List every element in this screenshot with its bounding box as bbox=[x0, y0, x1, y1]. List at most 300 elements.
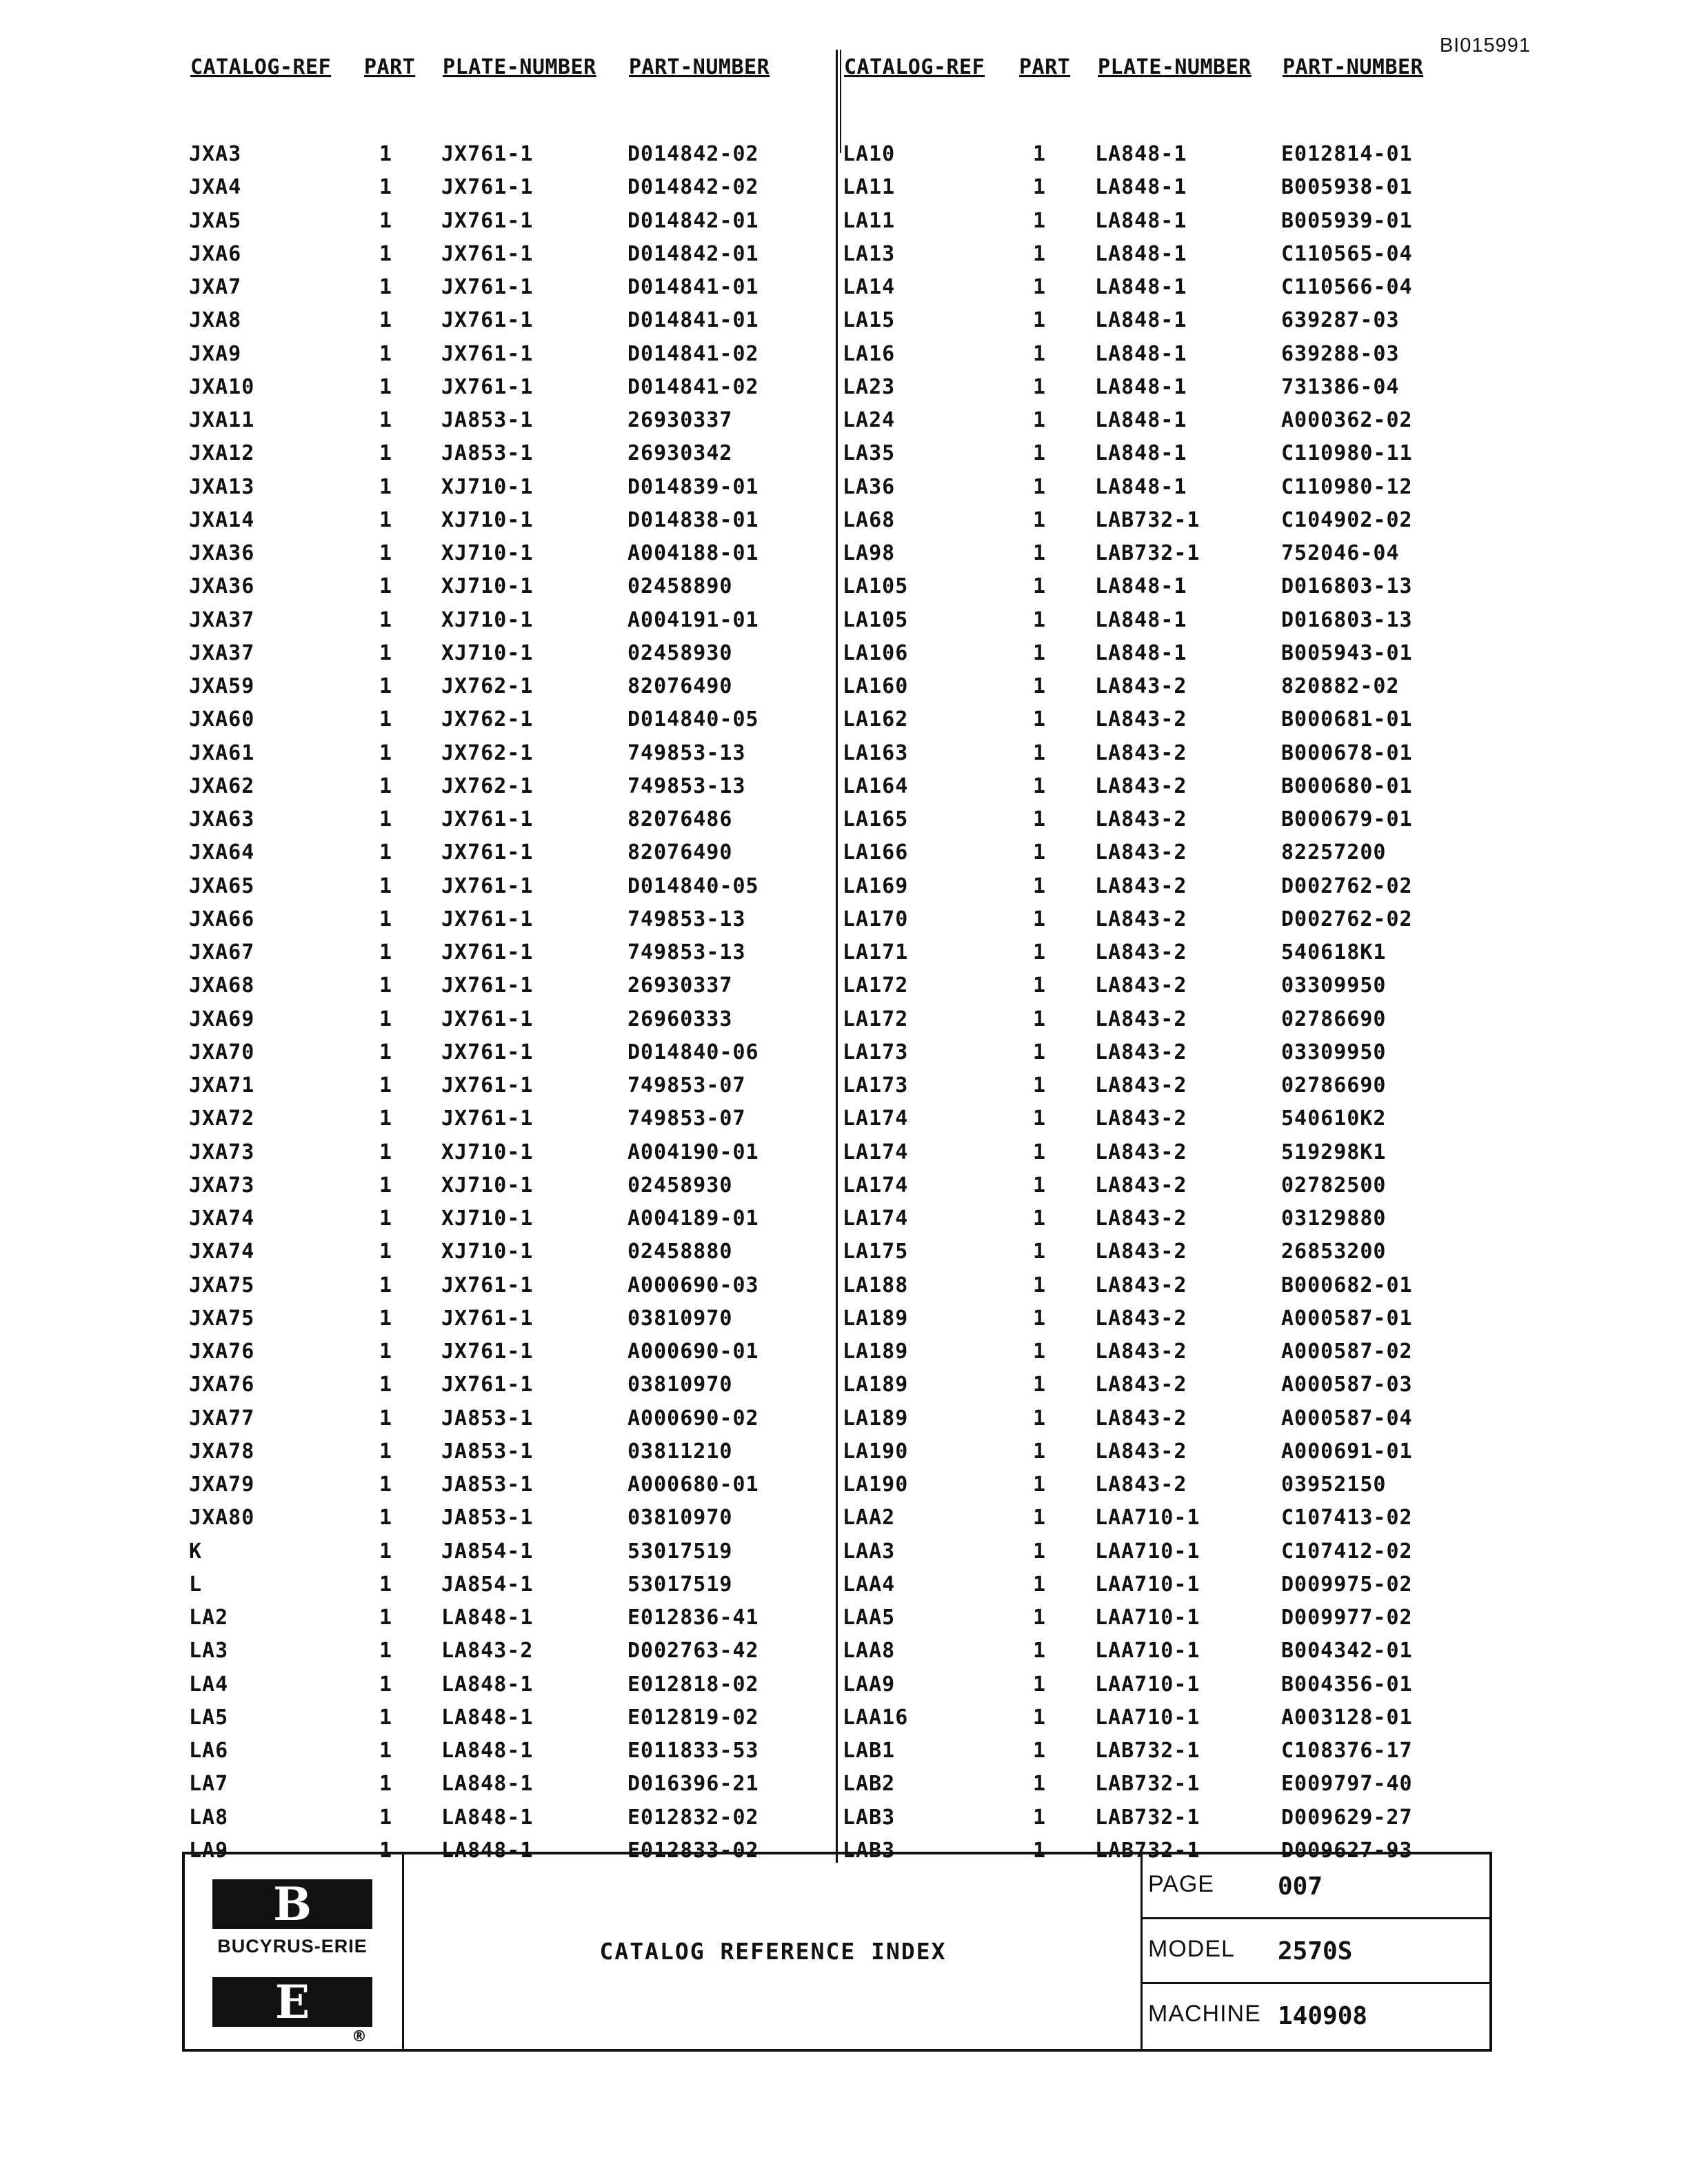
catalog-ref-cell: JXA67 bbox=[189, 940, 255, 964]
part-number-cell: D014840-05 bbox=[627, 707, 759, 732]
catalog-ref-cell: LAB3 bbox=[843, 1805, 896, 1830]
part-qty-cell: 1 bbox=[1033, 873, 1047, 898]
plate-number-cell: LA848-1 bbox=[1095, 142, 1187, 166]
part-qty-cell: 1 bbox=[379, 973, 393, 998]
catalog-ref-cell: LA190 bbox=[843, 1439, 909, 1464]
part-qty-cell: 1 bbox=[379, 208, 393, 233]
plate-number-cell: LA843-2 bbox=[1095, 973, 1187, 998]
catalog-ref-cell: JXA80 bbox=[189, 1506, 255, 1530]
plate-number-cell: LAB732-1 bbox=[1095, 1772, 1200, 1797]
column-divider-double bbox=[840, 50, 841, 153]
plate-number-cell: XJ710-1 bbox=[441, 541, 534, 565]
part-number-cell: 26960333 bbox=[627, 1007, 733, 1031]
plate-number-cell: LA843-2 bbox=[1095, 740, 1187, 765]
part-qty-cell: 1 bbox=[1033, 1373, 1047, 1397]
part-number-cell: D009977-02 bbox=[1281, 1606, 1413, 1630]
plate-number-cell: XJ710-1 bbox=[441, 607, 534, 632]
plate-number-cell: LA843-2 bbox=[1095, 1173, 1187, 1197]
plate-number-cell: LA848-1 bbox=[441, 1838, 534, 1863]
catalog-ref-cell: LA165 bbox=[843, 807, 909, 831]
plate-number-cell: JA853-1 bbox=[441, 1406, 534, 1430]
plate-number-cell: JX761-1 bbox=[441, 1373, 534, 1397]
plate-number-cell: LA843-2 bbox=[1095, 1306, 1187, 1331]
part-qty-cell: 1 bbox=[1033, 674, 1047, 698]
part-qty-cell: 1 bbox=[379, 840, 393, 865]
catalog-ref-cell: JXA11 bbox=[189, 408, 255, 432]
part-qty-cell: 1 bbox=[1033, 973, 1047, 998]
plate-number-cell: JX761-1 bbox=[441, 1339, 534, 1364]
part-number-cell: 02458890 bbox=[627, 574, 733, 599]
plate-number-cell: LAB732-1 bbox=[1095, 541, 1200, 565]
plate-number-cell: JA853-1 bbox=[441, 441, 534, 466]
catalog-ref-cell: LA105 bbox=[843, 607, 909, 632]
part-qty-cell: 1 bbox=[379, 807, 393, 831]
catalog-ref-cell: JXA63 bbox=[189, 807, 255, 831]
catalog-ref-cell: LA189 bbox=[843, 1306, 909, 1331]
catalog-ref-cell: JXA65 bbox=[189, 873, 255, 898]
part-qty-cell: 1 bbox=[1033, 774, 1047, 798]
catalog-ref-cell: JXA13 bbox=[189, 474, 255, 499]
part-qty-cell: 1 bbox=[1033, 1739, 1047, 1763]
part-number-cell: 26930337 bbox=[627, 408, 733, 432]
plate-number-cell: LA843-2 bbox=[1095, 1373, 1187, 1397]
catalog-ref-cell: LA4 bbox=[189, 1672, 229, 1697]
part-number-cell: D002762-02 bbox=[1281, 873, 1413, 898]
catalog-ref-cell: JXA75 bbox=[189, 1306, 255, 1331]
part-number-cell: A000587-04 bbox=[1281, 1406, 1413, 1430]
catalog-ref-cell: LA188 bbox=[843, 1273, 909, 1297]
part-number-cell: 02786690 bbox=[1281, 1007, 1387, 1031]
plate-number-cell: JA853-1 bbox=[441, 1439, 534, 1464]
part-qty-cell: 1 bbox=[1033, 1106, 1047, 1131]
part-qty-cell: 1 bbox=[1033, 940, 1047, 964]
part-qty-cell: 1 bbox=[379, 1140, 393, 1164]
part-number-cell: B004342-01 bbox=[1281, 1639, 1413, 1664]
catalog-ref-cell: JXA37 bbox=[189, 607, 255, 632]
machine-value: 140908 bbox=[1278, 2002, 1368, 2030]
plate-number-cell: LA843-2 bbox=[1095, 1106, 1187, 1131]
document-title: CATALOG REFERENCE INDEX bbox=[599, 1938, 947, 1965]
part-qty-cell: 1 bbox=[1033, 1705, 1047, 1730]
catalog-ref-cell: LA171 bbox=[843, 940, 909, 964]
plate-number-cell: LA843-2 bbox=[1095, 1439, 1187, 1464]
part-qty-cell: 1 bbox=[1033, 341, 1047, 366]
part-qty-cell: 1 bbox=[379, 907, 393, 931]
info-cell bbox=[1141, 1854, 1489, 2049]
part-number-cell: 53017519 bbox=[627, 1572, 733, 1597]
plate-number-cell: LA848-1 bbox=[441, 1772, 534, 1797]
plate-number-cell: LAA710-1 bbox=[1095, 1672, 1200, 1697]
plate-number-cell: LAA710-1 bbox=[1095, 1572, 1200, 1597]
part-number-cell: 02458930 bbox=[627, 1173, 733, 1197]
header-plate-number-left: PLATE-NUMBER bbox=[443, 55, 596, 79]
part-number-cell: A004190-01 bbox=[627, 1140, 759, 1164]
part-number-cell: B005939-01 bbox=[1281, 208, 1413, 233]
part-number-cell: B000680-01 bbox=[1281, 774, 1413, 798]
part-qty-cell: 1 bbox=[1033, 740, 1047, 765]
plate-number-cell: JX761-1 bbox=[441, 973, 534, 998]
catalog-ref-cell: LA35 bbox=[843, 441, 896, 466]
catalog-ref-cell: LA14 bbox=[843, 275, 896, 299]
catalog-ref-cell: JXA60 bbox=[189, 707, 255, 732]
part-qty-cell: 1 bbox=[379, 1040, 393, 1064]
part-number-cell: E012832-02 bbox=[627, 1805, 759, 1830]
catalog-ref-cell: JXA36 bbox=[189, 541, 255, 565]
catalog-ref-cell: JXA75 bbox=[189, 1273, 255, 1297]
part-number-cell: 03129880 bbox=[1281, 1206, 1387, 1231]
plate-number-cell: LA848-1 bbox=[1095, 208, 1187, 233]
part-qty-cell: 1 bbox=[1033, 408, 1047, 432]
plate-number-cell: JA854-1 bbox=[441, 1572, 534, 1597]
part-qty-cell: 1 bbox=[379, 1539, 393, 1564]
part-number-cell: B000681-01 bbox=[1281, 707, 1413, 732]
plate-number-cell: LA843-2 bbox=[1095, 707, 1187, 732]
plate-number-cell: JX761-1 bbox=[441, 1007, 534, 1031]
part-qty-cell: 1 bbox=[379, 275, 393, 299]
catalog-ref-cell: LA11 bbox=[843, 208, 896, 233]
plate-number-cell: XJ710-1 bbox=[441, 1173, 534, 1197]
part-qty-cell: 1 bbox=[1033, 441, 1047, 466]
part-number-cell: D014842-01 bbox=[627, 241, 759, 266]
plate-number-cell: LA843-2 bbox=[1095, 873, 1187, 898]
part-number-cell: D002763-42 bbox=[627, 1639, 759, 1664]
part-qty-cell: 1 bbox=[379, 507, 393, 532]
catalog-ref-cell: JXA76 bbox=[189, 1373, 255, 1397]
part-qty-cell: 1 bbox=[379, 873, 393, 898]
part-number-cell: B005938-01 bbox=[1281, 175, 1413, 200]
part-number-cell: A000690-01 bbox=[627, 1339, 759, 1364]
part-qty-cell: 1 bbox=[1033, 1406, 1047, 1430]
catalog-ref-cell: LA174 bbox=[843, 1173, 909, 1197]
catalog-ref-cell: LA164 bbox=[843, 774, 909, 798]
catalog-ref-cell: JXA71 bbox=[189, 1073, 255, 1098]
part-number-cell: D016803-13 bbox=[1281, 607, 1413, 632]
part-qty-cell: 1 bbox=[1033, 640, 1047, 665]
plate-number-cell: LA848-1 bbox=[1095, 408, 1187, 432]
catalog-ref-cell: LAA2 bbox=[843, 1506, 896, 1530]
catalog-ref-cell: LA106 bbox=[843, 640, 909, 665]
catalog-ref-cell: LA175 bbox=[843, 1240, 909, 1264]
catalog-ref-cell: LA160 bbox=[843, 674, 909, 698]
part-qty-cell: 1 bbox=[379, 541, 393, 565]
part-number-cell: 749853-13 bbox=[627, 740, 746, 765]
part-qty-cell: 1 bbox=[379, 374, 393, 399]
catalog-ref-cell: LA174 bbox=[843, 1140, 909, 1164]
header-part-number-left: PART-NUMBER bbox=[629, 55, 770, 79]
catalog-ref-cell: LA2 bbox=[189, 1606, 229, 1630]
part-qty-cell: 1 bbox=[379, 1073, 393, 1098]
model-label: MODEL bbox=[1148, 1936, 1235, 1962]
part-qty-cell: 1 bbox=[1033, 1672, 1047, 1697]
document-id: BI015991 bbox=[1439, 34, 1531, 57]
catalog-ref-cell: L bbox=[189, 1572, 203, 1597]
catalog-ref-cell: LAA16 bbox=[843, 1705, 909, 1730]
plate-number-cell: LA843-2 bbox=[1095, 674, 1187, 698]
part-number-cell: D016803-13 bbox=[1281, 574, 1413, 599]
catalog-ref-cell: JXA79 bbox=[189, 1473, 255, 1497]
catalog-ref-cell: JXA7 bbox=[189, 275, 242, 299]
part-qty-cell: 1 bbox=[379, 175, 393, 200]
part-number-cell: A004188-01 bbox=[627, 541, 759, 565]
part-number-cell: 82076486 bbox=[627, 807, 733, 831]
part-qty-cell: 1 bbox=[379, 1273, 393, 1297]
catalog-ref-cell: LA189 bbox=[843, 1373, 909, 1397]
header-plate-number-right: PLATE-NUMBER bbox=[1098, 55, 1252, 79]
part-qty-cell: 1 bbox=[379, 1739, 393, 1763]
part-number-cell: A000690-03 bbox=[627, 1273, 759, 1297]
column-divider bbox=[836, 50, 838, 1863]
part-number-cell: C107412-02 bbox=[1281, 1539, 1413, 1564]
catalog-ref-cell: JXA59 bbox=[189, 674, 255, 698]
catalog-ref-cell: LA170 bbox=[843, 907, 909, 931]
plate-number-cell: JX761-1 bbox=[441, 308, 534, 333]
part-number-cell: 731386-04 bbox=[1281, 374, 1400, 399]
part-qty-cell: 1 bbox=[379, 1406, 393, 1430]
catalog-ref-cell: LA189 bbox=[843, 1406, 909, 1430]
plate-number-cell: LAB732-1 bbox=[1095, 1838, 1200, 1863]
logo-letter-b: B bbox=[273, 1877, 312, 1931]
plate-number-cell: JX761-1 bbox=[441, 840, 534, 865]
part-number-cell: A000587-02 bbox=[1281, 1339, 1413, 1364]
plate-number-cell: LAA710-1 bbox=[1095, 1539, 1200, 1564]
part-qty-cell: 1 bbox=[379, 142, 393, 166]
plate-number-cell: LA843-2 bbox=[1095, 907, 1187, 931]
page-label: PAGE bbox=[1148, 1871, 1214, 1897]
part-number-cell: 749853-07 bbox=[627, 1106, 746, 1131]
plate-number-cell: LA843-2 bbox=[1095, 774, 1187, 798]
catalog-ref-cell: JXA68 bbox=[189, 973, 255, 998]
plate-number-cell: LA848-1 bbox=[441, 1805, 534, 1830]
part-qty-cell: 1 bbox=[1033, 1339, 1047, 1364]
catalog-ref-cell: LA10 bbox=[843, 142, 896, 166]
part-number-cell: 752046-04 bbox=[1281, 541, 1400, 565]
part-number-cell: A004189-01 bbox=[627, 1206, 759, 1231]
plate-number-cell: LA848-1 bbox=[1095, 574, 1187, 599]
plate-number-cell: JX762-1 bbox=[441, 707, 534, 732]
plate-number-cell: LA848-1 bbox=[441, 1672, 534, 1697]
catalog-ref-cell: JXA4 bbox=[189, 175, 242, 200]
model-value: 2570S bbox=[1278, 1937, 1353, 1965]
part-number-cell: E012814-01 bbox=[1281, 142, 1413, 166]
part-qty-cell: 1 bbox=[1033, 1439, 1047, 1464]
part-qty-cell: 1 bbox=[379, 1339, 393, 1364]
plate-number-cell: LA843-2 bbox=[1095, 1007, 1187, 1031]
part-number-cell: 540610K2 bbox=[1281, 1106, 1387, 1131]
part-number-cell: B000682-01 bbox=[1281, 1273, 1413, 1297]
catalog-ref-cell: LA163 bbox=[843, 740, 909, 765]
plate-number-cell: LA848-1 bbox=[1095, 441, 1187, 466]
part-qty-cell: 1 bbox=[1033, 1639, 1047, 1664]
part-number-cell: 749853-13 bbox=[627, 774, 746, 798]
plate-number-cell: JX761-1 bbox=[441, 1106, 534, 1131]
part-qty-cell: 1 bbox=[379, 1705, 393, 1730]
part-qty-cell: 1 bbox=[379, 1639, 393, 1664]
part-number-cell: 26930337 bbox=[627, 973, 733, 998]
part-number-cell: 02458930 bbox=[627, 640, 733, 665]
part-qty-cell: 1 bbox=[379, 674, 393, 698]
part-number-cell: D002762-02 bbox=[1281, 907, 1413, 931]
catalog-ref-cell: LA7 bbox=[189, 1772, 229, 1797]
part-qty-cell: 1 bbox=[379, 1606, 393, 1630]
part-number-cell: A000680-01 bbox=[627, 1473, 759, 1497]
plate-number-cell: LA843-2 bbox=[1095, 1339, 1187, 1364]
part-number-cell: 82076490 bbox=[627, 674, 733, 698]
part-number-cell: E012833-02 bbox=[627, 1838, 759, 1863]
part-qty-cell: 1 bbox=[1033, 1838, 1047, 1863]
part-qty-cell: 1 bbox=[379, 1439, 393, 1464]
plate-number-cell: LA843-2 bbox=[441, 1639, 534, 1664]
part-qty-cell: 1 bbox=[1033, 907, 1047, 931]
part-qty-cell: 1 bbox=[1033, 1772, 1047, 1797]
plate-number-cell: JX762-1 bbox=[441, 674, 534, 698]
part-number-cell: D009627-93 bbox=[1281, 1838, 1413, 1863]
catalog-ref-cell: LAB1 bbox=[843, 1739, 896, 1763]
plate-number-cell: JX761-1 bbox=[441, 175, 534, 200]
part-qty-cell: 1 bbox=[379, 1106, 393, 1131]
part-qty-cell: 1 bbox=[379, 940, 393, 964]
catalog-ref-cell: LA36 bbox=[843, 474, 896, 499]
catalog-ref-cell: JXA14 bbox=[189, 507, 255, 532]
part-qty-cell: 1 bbox=[379, 1306, 393, 1331]
plate-number-cell: LA843-2 bbox=[1095, 807, 1187, 831]
part-number-cell: C110566-04 bbox=[1281, 275, 1413, 299]
catalog-ref-cell: LA173 bbox=[843, 1073, 909, 1098]
plate-number-cell: JA853-1 bbox=[441, 1506, 534, 1530]
plate-number-cell: XJ710-1 bbox=[441, 1240, 534, 1264]
plate-number-cell: LA848-1 bbox=[1095, 607, 1187, 632]
catalog-ref-cell: LA15 bbox=[843, 308, 896, 333]
catalog-ref-cell: JXA74 bbox=[189, 1206, 255, 1231]
part-qty-cell: 1 bbox=[379, 707, 393, 732]
part-qty-cell: 1 bbox=[1033, 374, 1047, 399]
catalog-ref-cell: JXA78 bbox=[189, 1439, 255, 1464]
part-qty-cell: 1 bbox=[1033, 507, 1047, 532]
plate-number-cell: JX761-1 bbox=[441, 907, 534, 931]
part-number-cell: D014840-05 bbox=[627, 873, 759, 898]
plate-number-cell: JX761-1 bbox=[441, 1073, 534, 1098]
part-number-cell: B000678-01 bbox=[1281, 740, 1413, 765]
plate-number-cell: XJ710-1 bbox=[441, 474, 534, 499]
part-number-cell: A000587-01 bbox=[1281, 1306, 1413, 1331]
catalog-ref-cell: LAA9 bbox=[843, 1672, 896, 1697]
part-qty-cell: 1 bbox=[379, 1373, 393, 1397]
plate-number-cell: JX761-1 bbox=[441, 142, 534, 166]
catalog-ref-cell: JXA9 bbox=[189, 341, 242, 366]
part-number-cell: D014841-01 bbox=[627, 275, 759, 299]
catalog-ref-cell: K bbox=[189, 1539, 203, 1564]
part-qty-cell: 1 bbox=[1033, 541, 1047, 565]
part-number-cell: 82257200 bbox=[1281, 840, 1387, 865]
catalog-ref-cell: JXA62 bbox=[189, 774, 255, 798]
part-number-cell: D014838-01 bbox=[627, 507, 759, 532]
part-number-cell: 03309950 bbox=[1281, 973, 1387, 998]
catalog-ref-cell: LA105 bbox=[843, 574, 909, 599]
part-qty-cell: 1 bbox=[1033, 574, 1047, 599]
plate-number-cell: LA848-1 bbox=[441, 1705, 534, 1730]
plate-number-cell: LA848-1 bbox=[1095, 275, 1187, 299]
catalog-ref-cell: LA16 bbox=[843, 341, 896, 366]
catalog-ref-cell: JXA6 bbox=[189, 241, 242, 266]
part-qty-cell: 1 bbox=[1033, 707, 1047, 732]
part-number-cell: C108376-17 bbox=[1281, 1739, 1413, 1763]
plate-number-cell: LA848-1 bbox=[1095, 474, 1187, 499]
plate-number-cell: LAB732-1 bbox=[1095, 507, 1200, 532]
logo-cell bbox=[185, 1854, 404, 2049]
part-number-cell: C107413-02 bbox=[1281, 1506, 1413, 1530]
plate-number-cell: JX761-1 bbox=[441, 341, 534, 366]
part-number-cell: 82076490 bbox=[627, 840, 733, 865]
plate-number-cell: LAB732-1 bbox=[1095, 1805, 1200, 1830]
bucyrus-erie-logo-bottom bbox=[212, 1977, 372, 2027]
part-qty-cell: 1 bbox=[379, 308, 393, 333]
catalog-ref-cell: JXA3 bbox=[189, 142, 242, 166]
part-number-cell: 820882-02 bbox=[1281, 674, 1400, 698]
plate-number-cell: JX761-1 bbox=[441, 940, 534, 964]
part-qty-cell: 1 bbox=[379, 1838, 393, 1863]
part-number-cell: D014842-02 bbox=[627, 175, 759, 200]
part-qty-cell: 1 bbox=[1033, 607, 1047, 632]
part-qty-cell: 1 bbox=[1033, 1473, 1047, 1497]
catalog-ref-cell: JXA76 bbox=[189, 1339, 255, 1364]
plate-number-cell: LA848-1 bbox=[1095, 308, 1187, 333]
catalog-ref-cell: LA23 bbox=[843, 374, 896, 399]
part-qty-cell: 1 bbox=[379, 1672, 393, 1697]
plate-number-cell: JX761-1 bbox=[441, 241, 534, 266]
catalog-ref-cell: JXA64 bbox=[189, 840, 255, 865]
catalog-ref-cell: LAB3 bbox=[843, 1838, 896, 1863]
catalog-ref-cell: LA24 bbox=[843, 408, 896, 432]
plate-number-cell: JX761-1 bbox=[441, 1273, 534, 1297]
part-qty-cell: 1 bbox=[379, 774, 393, 798]
part-number-cell: D014841-02 bbox=[627, 374, 759, 399]
part-number-cell: 749853-13 bbox=[627, 940, 746, 964]
plate-number-cell: JX761-1 bbox=[441, 1040, 534, 1064]
part-qty-cell: 1 bbox=[1033, 1506, 1047, 1530]
header-part-right: PART bbox=[1019, 55, 1071, 79]
catalog-ref-cell: LAB2 bbox=[843, 1772, 896, 1797]
part-number-cell: C110980-12 bbox=[1281, 474, 1413, 499]
part-qty-cell: 1 bbox=[379, 740, 393, 765]
plate-number-cell: LA848-1 bbox=[1095, 374, 1187, 399]
catalog-ref-cell: LA5 bbox=[189, 1705, 229, 1730]
part-number-cell: E012836-41 bbox=[627, 1606, 759, 1630]
plate-number-cell: JX761-1 bbox=[441, 1306, 534, 1331]
catalog-ref-cell: LAA5 bbox=[843, 1606, 896, 1630]
catalog-ref-cell: LA162 bbox=[843, 707, 909, 732]
part-number-cell: A000362-02 bbox=[1281, 408, 1413, 432]
part-number-cell: A004191-01 bbox=[627, 607, 759, 632]
part-qty-cell: 1 bbox=[1033, 142, 1047, 166]
bucyrus-erie-logo-top bbox=[212, 1879, 372, 1929]
catalog-ref-cell: JXA61 bbox=[189, 740, 255, 765]
part-number-cell: D014842-02 bbox=[627, 142, 759, 166]
plate-number-cell: JX762-1 bbox=[441, 774, 534, 798]
plate-number-cell: JX761-1 bbox=[441, 374, 534, 399]
plate-number-cell: JA854-1 bbox=[441, 1539, 534, 1564]
plate-number-cell: JX761-1 bbox=[441, 807, 534, 831]
plate-number-cell: LA843-2 bbox=[1095, 1240, 1187, 1264]
plate-number-cell: LA848-1 bbox=[1095, 341, 1187, 366]
plate-number-cell: LA843-2 bbox=[1095, 940, 1187, 964]
part-number-cell: A000587-03 bbox=[1281, 1373, 1413, 1397]
part-number-cell: 749853-07 bbox=[627, 1073, 746, 1098]
part-qty-cell: 1 bbox=[1033, 1606, 1047, 1630]
part-qty-cell: 1 bbox=[1033, 1273, 1047, 1297]
part-number-cell: D009975-02 bbox=[1281, 1572, 1413, 1597]
part-number-cell: D014841-01 bbox=[627, 308, 759, 333]
plate-number-cell: LA848-1 bbox=[441, 1606, 534, 1630]
registered-mark: ® bbox=[352, 2028, 367, 2045]
